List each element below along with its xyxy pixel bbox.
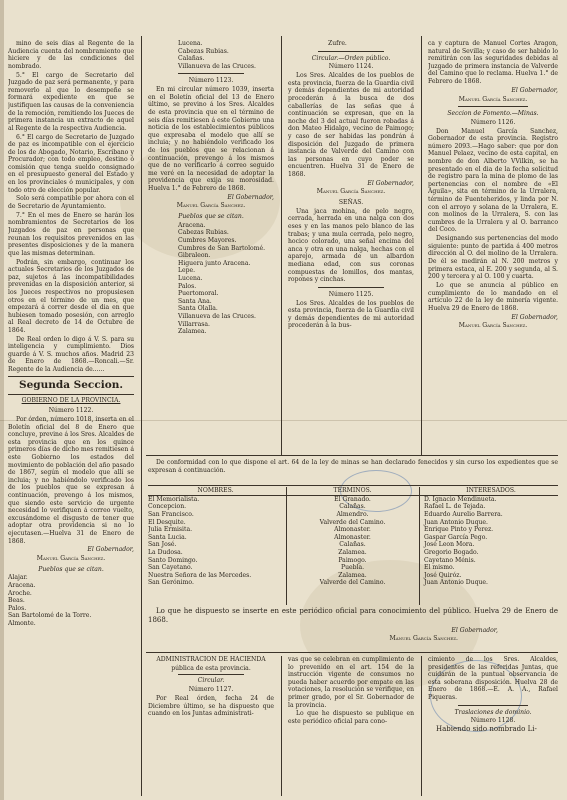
terminos-list bbox=[290, 496, 415, 587]
table-cell: Zalamea. bbox=[338, 548, 367, 556]
list-item: Zalamea. bbox=[178, 328, 207, 336]
table-intro: De conformidad con lo que dispone el art. 64 de la ley de minas se han declarado fenecidos y sin curso los expedientes que se expresan á continuación. bbox=[148, 459, 558, 474]
table-cell: Valverde del Camino. bbox=[319, 579, 386, 587]
column-rule bbox=[421, 36, 422, 456]
table-cell: José Quiróz. bbox=[424, 571, 462, 579]
numero-1128: Número 1128. bbox=[470, 717, 516, 725]
circular-heading: Circular. bbox=[197, 677, 225, 685]
signer: Manuel García Sanchez. bbox=[458, 95, 528, 103]
section-title: Segunda Seccion. bbox=[18, 378, 123, 391]
list-item: Palos. bbox=[8, 604, 27, 612]
rule bbox=[318, 51, 384, 52]
table-sub-rule bbox=[148, 495, 558, 496]
signer: Manuel García Sanchez. bbox=[316, 188, 386, 196]
table-cell: Santo Domingo. bbox=[148, 556, 198, 564]
column-rule bbox=[421, 656, 422, 796]
table-col-rule bbox=[419, 487, 420, 605]
list-item: Santa Olalla. bbox=[178, 305, 218, 313]
numero-1123: Número 1123. bbox=[188, 77, 234, 85]
table-cell: Almendro. bbox=[336, 510, 369, 518]
list-item: Cabezas Rubias. bbox=[178, 47, 229, 55]
table-cell: El Granado. bbox=[334, 495, 371, 503]
pueblos-list-1 bbox=[8, 574, 134, 627]
rule bbox=[458, 106, 528, 107]
page-edge bbox=[0, 0, 4, 800]
list-item: Aroche. bbox=[8, 589, 32, 597]
signer: Manuel García Sanchez. bbox=[176, 202, 246, 210]
column-rule bbox=[281, 36, 282, 456]
circular-heading: Circular.—Orden público. bbox=[311, 54, 391, 62]
column-2 bbox=[148, 40, 274, 460]
col1-top-paragraphs bbox=[8, 40, 134, 374]
hacienda-top-rule bbox=[146, 652, 558, 653]
paragraph: mino de seis días al Regente de la Audiencia cuenta del nombramiento que hiciere y de las condiciones del nombrado. bbox=[8, 40, 134, 70]
signer-title: El Gobernador, bbox=[87, 546, 134, 554]
paragraph: 5.° El cargo de Secretario del Juzgado de paz será permanente, y para removerlo al que lo desempeñe se formará expediente en que se justifiquen las causas de la conveniencia de la remoción, remitiendo los Jueces de primera instancia un extracto de aquel al Regente de la respectiva Audiencia. bbox=[8, 71, 134, 132]
list-item: Lepe. bbox=[178, 267, 196, 275]
table-cell: La Dudosa. bbox=[148, 548, 183, 556]
hacienda-col-2 bbox=[288, 656, 414, 796]
table-cell: Juan Antonio Duque. bbox=[424, 518, 488, 526]
column-3 bbox=[288, 40, 414, 460]
paragraph: 7.° En el mes de Enero se harán los nombramientos de Secretarios de los Juzgados de paz en personas que reunan los requisitos prevenidos en las presentes disposiciones y de la manera que las mismas determinan. bbox=[8, 211, 134, 257]
rule bbox=[178, 674, 244, 675]
fomento-heading: Seccion de Fomento.—Minas. bbox=[447, 110, 539, 118]
body-1124: Los Sres. Alcaldes de los pueblos de esta provincia, fuerza de la Guardia civil y demás dependientes de mi autoridad procederán á la busca de dos caballerías de las señas que á continuación se expresan, que en la noche del 3 del actual fueron robadas á don Mateo Hidalgo, vecino de Paimogo; y caso de ser habidas las pondrán á disposición del Juzgado de primera instancia de Valverde del Camino con las personas en cuyo poder se encuentren. Huelva 31 de Enero de 1868. bbox=[288, 72, 414, 178]
signer-title: El Gobernador, bbox=[511, 313, 558, 321]
table-cell: Paimogo. bbox=[338, 556, 367, 564]
table-top-rule bbox=[146, 455, 558, 456]
body-1126: Don Manuel García Sanchez, Gobernador de esta provincia. Registro número 2093.—Hago saber: que por don Manuel Pelaez, vecino de esta capital, en nombre de don Alberto VVilkin, se ha presentado en el dia de la fecha solicitud de registro para la mina de plomo de las pertenencias con el nombre de «El Águila», sita en término de la Urralera, término de Fuenteheridos, y linda por N. con el arroyo y solana de la Urralera, E. con molinos de la Urralera, S. con las cumbres de la Urralera y al O. barranco del Coco. bbox=[428, 127, 558, 234]
hacienda-subheading: pública de esta provincia. bbox=[171, 664, 251, 672]
column-4 bbox=[428, 40, 558, 460]
table-cell: Calañas. bbox=[339, 541, 366, 549]
list-item: Villanueva de las Cruces. bbox=[178, 312, 256, 320]
list-item: Calañas. bbox=[178, 55, 205, 63]
signer-title: El Gobernador, bbox=[367, 179, 414, 187]
table-cell: Almonaster. bbox=[334, 526, 371, 534]
table-cell: El Memorialista. bbox=[148, 495, 200, 503]
signer-title: El Gobernador, bbox=[451, 627, 498, 634]
list-item: Higuera junto Aracena. bbox=[178, 259, 251, 267]
rule bbox=[178, 73, 244, 74]
list-item: Alajar. bbox=[8, 574, 28, 582]
list-item: Almonte. bbox=[8, 620, 36, 628]
pueblos-heading: Pueblos que se citan. bbox=[38, 565, 104, 573]
header-nombres: NOMBRES. bbox=[197, 487, 234, 494]
senas-body: Una jaca mohina, de pelo negro, cerrada, herrada en una nalga con dos eses y en las manos pelo blanco de las trabas; y una mula cerrada, pelo negro, hocico colorado, una señal encima del anca y otra en una nalga, hechas con el aparejo, armada de un albardon mediana edad, con sus coronas compuestas de lomillos, dos mantas, ropones y cinchas. bbox=[288, 207, 414, 284]
senas-heading: SEÑAS. bbox=[338, 199, 364, 207]
list-item: Beas. bbox=[8, 597, 25, 605]
list-item: Aracena. bbox=[178, 221, 206, 229]
table-cell: Almonaster. bbox=[334, 533, 371, 541]
body-1123: En mi circular número 1039, inserta en el Boletín oficial del 13 de Enero último, se previno á los Sres. Alcaldes de esta provincia que en el término de seis días remitiesen á este Gobierno una noticia de los establecimientos públicos que expresaba el modelo que allí se incluia; y no habiéndolo verificado los de los pueblos que se relacionan á continuación, prevengo á los mismos que de no verificarlo á correo seguido me veré en la necesidad de adoptar la providencia que exija su morosidad. Huelva 1.° de Febrero de 1868. bbox=[148, 86, 274, 192]
table-cell: San José. bbox=[148, 541, 177, 549]
nombres-list bbox=[148, 496, 283, 587]
table-cell: El mismo. bbox=[424, 564, 455, 572]
table-cell: Valverde del Camino. bbox=[319, 518, 386, 526]
body-1125-cont: ca y captura de Manuel Cortes Aragon, natural de Sevilla; y caso de ser habido lo remitirán con las seguridades debidas al Juzgado de primera instancia de Valverde del Camino que lo reclama. Huelva 1.° de Febrero de 1868. bbox=[428, 40, 558, 85]
body-1125: Los Sres. Alcaldes de los pueblos de esta provincia, fuerza de la Guardia civil y demás dependientes de mi autoridad procederán á la bus- bbox=[288, 299, 414, 330]
signer: Manuel García Sanchez. bbox=[458, 322, 528, 330]
list-item: Lucena. bbox=[178, 274, 203, 282]
list-item: Santa Ana. bbox=[178, 297, 212, 305]
gov-heading: GOBIERNO DE LA PROVINCIA. bbox=[21, 396, 121, 404]
list-item: Lucena. bbox=[178, 40, 203, 47]
body-1128: Habiendo sido nombrado Li- bbox=[436, 725, 537, 734]
col2-top-list bbox=[148, 40, 274, 70]
list-item: Puertomoral. bbox=[178, 290, 219, 298]
rule bbox=[8, 376, 134, 377]
table-cell: Gregorio Bogado. bbox=[424, 548, 479, 556]
table-col-rule bbox=[286, 487, 287, 605]
rule bbox=[8, 394, 134, 395]
list-item: Palos. bbox=[178, 282, 197, 290]
table-cell: Enrique Pinto y Perez. bbox=[424, 526, 494, 534]
table-cell: Calañas. bbox=[339, 503, 366, 511]
header-terminos: TÉRMINOS. bbox=[333, 487, 372, 494]
body-1127-publish: Lo que he dispuesto se publique en este periódico oficial para cono- bbox=[288, 710, 414, 725]
final-1126: Lo que se anuncia al público en cumplimiento de lo mandado en el artículo 22 de la ley de minería vigente. Huelva 29 de Enero de 1868. bbox=[428, 281, 558, 312]
paragraph: Solo será compatible por ahora con el de Secretario de Ayuntamiento. bbox=[8, 195, 134, 211]
col3-top-list bbox=[288, 40, 414, 48]
table-cell: Juan Antonio Duque. bbox=[424, 579, 488, 587]
table-cell: Concepcion. bbox=[148, 503, 187, 511]
header-interesados: INTERESADOS. bbox=[466, 487, 516, 494]
list-item: Cumbres Mayores. bbox=[178, 237, 237, 244]
table-cell: Eduardo Aurelio Barrera. bbox=[424, 510, 503, 518]
interesados-list bbox=[424, 496, 558, 587]
list-item: Aracena. bbox=[8, 582, 36, 590]
numero-1125: Número 1125. bbox=[328, 290, 374, 298]
body-1127: Por Real órden, fecha 24 de Diciembre último, se ha dispuesto que cuando en los Juntas administrati- bbox=[148, 694, 274, 718]
numero-1124: Número 1124. bbox=[328, 63, 374, 71]
table-cell: D. Ignacio Mendinueta. bbox=[424, 495, 497, 503]
body-1127-cont: vas que se celebran en cumplimiento de lo prevenido en el art. 154 de la instrucción vigente de consumos no pueda haber acuerdo por empate en las votaciones, la resolución se verifique, en primer grado, por el Sr. Gobernador de la provincia. bbox=[288, 656, 414, 709]
hacienda-heading: ADMINISTRACION DE HACIENDA bbox=[156, 656, 266, 663]
pueblos-heading: Pueblos que se citan. bbox=[178, 213, 244, 221]
table-cell: Puebla. bbox=[340, 564, 365, 572]
numero-1126: Número 1126. bbox=[470, 118, 516, 126]
traslaciones-heading: Traslaciones de dominio. bbox=[454, 708, 532, 716]
table-cell: El Desquite. bbox=[148, 518, 186, 526]
paragraph: Podrán, sin embargo, continuar los actuales Secretarios de los Juzgados de paz, sujetos á las incompatibilidades prevenidas en la disposición anterior, si los Jueces respectivos no propusiesen otros en el término de un mes, que empezará á correr desde el dia en que hubiesen tomado posesión, con arreglo al Real decreto de 14 de Octubre de 1864. bbox=[8, 258, 134, 334]
list-item: Villanueva de las Cruces. bbox=[178, 62, 256, 70]
column-1 bbox=[8, 40, 134, 795]
list-item: Zufre. bbox=[328, 40, 347, 47]
designando: Designando sus pertenencias del modo siguiente: punto de partida á 400 metros dirección al O. del molino de la Urralera. De él se medirán al N. 200 metros y primera estaca, al E. 200 y segunda, al S. 200 y tercera y al O. 100 y cuarta. bbox=[428, 235, 558, 281]
mines-table bbox=[148, 459, 558, 649]
table-closing: Lo que he dispuesto se inserte en este periódico oficial para conocimiento del público. Huelva 29 de Enero de 1868. bbox=[148, 607, 558, 624]
paragraph: 6.° El cargo de Secretario de Juzgado de paz es incompatible con el ejercicio de los de Abogado, Notario, Escribano y Procurador; con todo empleo, destino ó comisión que tenga sueldo consignado en el presupuesto general del Estado y en los provinciales ó municipales, y con todo otro de elección popular. bbox=[8, 133, 134, 194]
table-cell: Santa Lucia. bbox=[148, 533, 187, 541]
hacienda-col-3 bbox=[428, 656, 558, 796]
body-1122: Por órden, número 1018, inserta en el Boletín oficial del 8 de Enero que concluye, previne á los Sres. Alcaldes de esta provincia que en los quince primeros días de dicho mes remitiesen á este Gobierno los estados del movimiento de población del año pasado de 1867, según el modelo que allí se incluia; y no habiéndolo verificado los de los pueblos que se expresan á continuación, prevengo á los mismos, que siendo este servicio de urgente necesidad lo verifiquen á correo vuelto, excusándome el disgusto de tener que adoptar otra providencia si no lo ejecutasen.—Huelva 31 de Enero de 1868. bbox=[8, 416, 134, 545]
paragraph: De Real orden lo digo á V. S. para su inteligencia y cumplimiento. Dios guarde á V. S. muchos años. Madrid 23 de Enero de 1868.—Roncali.—Sr. Regente de la Audiencia de...... bbox=[8, 335, 134, 374]
column-rule bbox=[281, 656, 282, 796]
newspaper-page bbox=[8, 6, 560, 796]
column-rule bbox=[141, 36, 142, 796]
signer: Manuel García Sanchez. bbox=[36, 555, 106, 563]
rule bbox=[458, 705, 528, 706]
table-cell: San Cayetano. bbox=[148, 564, 193, 572]
numero-1127: Número 1127. bbox=[188, 686, 234, 694]
list-item: Gibraleon. bbox=[178, 252, 211, 260]
table-cell: Rafael L. de Tejada. bbox=[424, 503, 486, 511]
list-item: Cumbres de San Bartolomé. bbox=[178, 244, 266, 252]
table-cell: Gaspar García Pego. bbox=[424, 533, 488, 541]
table-cell: San Gerónimo. bbox=[148, 579, 194, 587]
table-header-rule bbox=[148, 485, 558, 486]
list-item: San Bartolomé de la Torre. bbox=[8, 612, 92, 620]
table-cell: Zalamea. bbox=[338, 571, 367, 579]
signer-title: El Gobernador, bbox=[511, 86, 558, 94]
signer: Manuel García Sanchez. bbox=[389, 635, 458, 642]
table-cell: San Francisco. bbox=[148, 510, 194, 518]
body-1127-end: cimiento de los Sres. Alcaldes, presidentes de las referidas Juntas, que cuidarán de la puntual observancia de esta soberana disposición. Huelva 28 de Enero de 1868.—E. A. A., Rafael Piqueras. bbox=[428, 656, 558, 701]
rule bbox=[318, 287, 384, 288]
table-cell: Julia Ermisita. bbox=[148, 526, 193, 534]
hacienda-col-1 bbox=[148, 656, 274, 796]
list-item: Villarrasa. bbox=[178, 320, 210, 328]
table-cell: José Leon Mora. bbox=[424, 541, 475, 549]
pueblos-list-2 bbox=[148, 222, 274, 336]
table-cell: Nuestra Señora de las Mercedes. bbox=[148, 571, 252, 579]
list-item: Cabezas Rubias. bbox=[178, 229, 229, 237]
signer-title: El Gobernador, bbox=[227, 193, 274, 201]
numero-1122: Número 1122. bbox=[48, 407, 94, 415]
table-cell: Cayetano Ménis. bbox=[424, 556, 476, 564]
